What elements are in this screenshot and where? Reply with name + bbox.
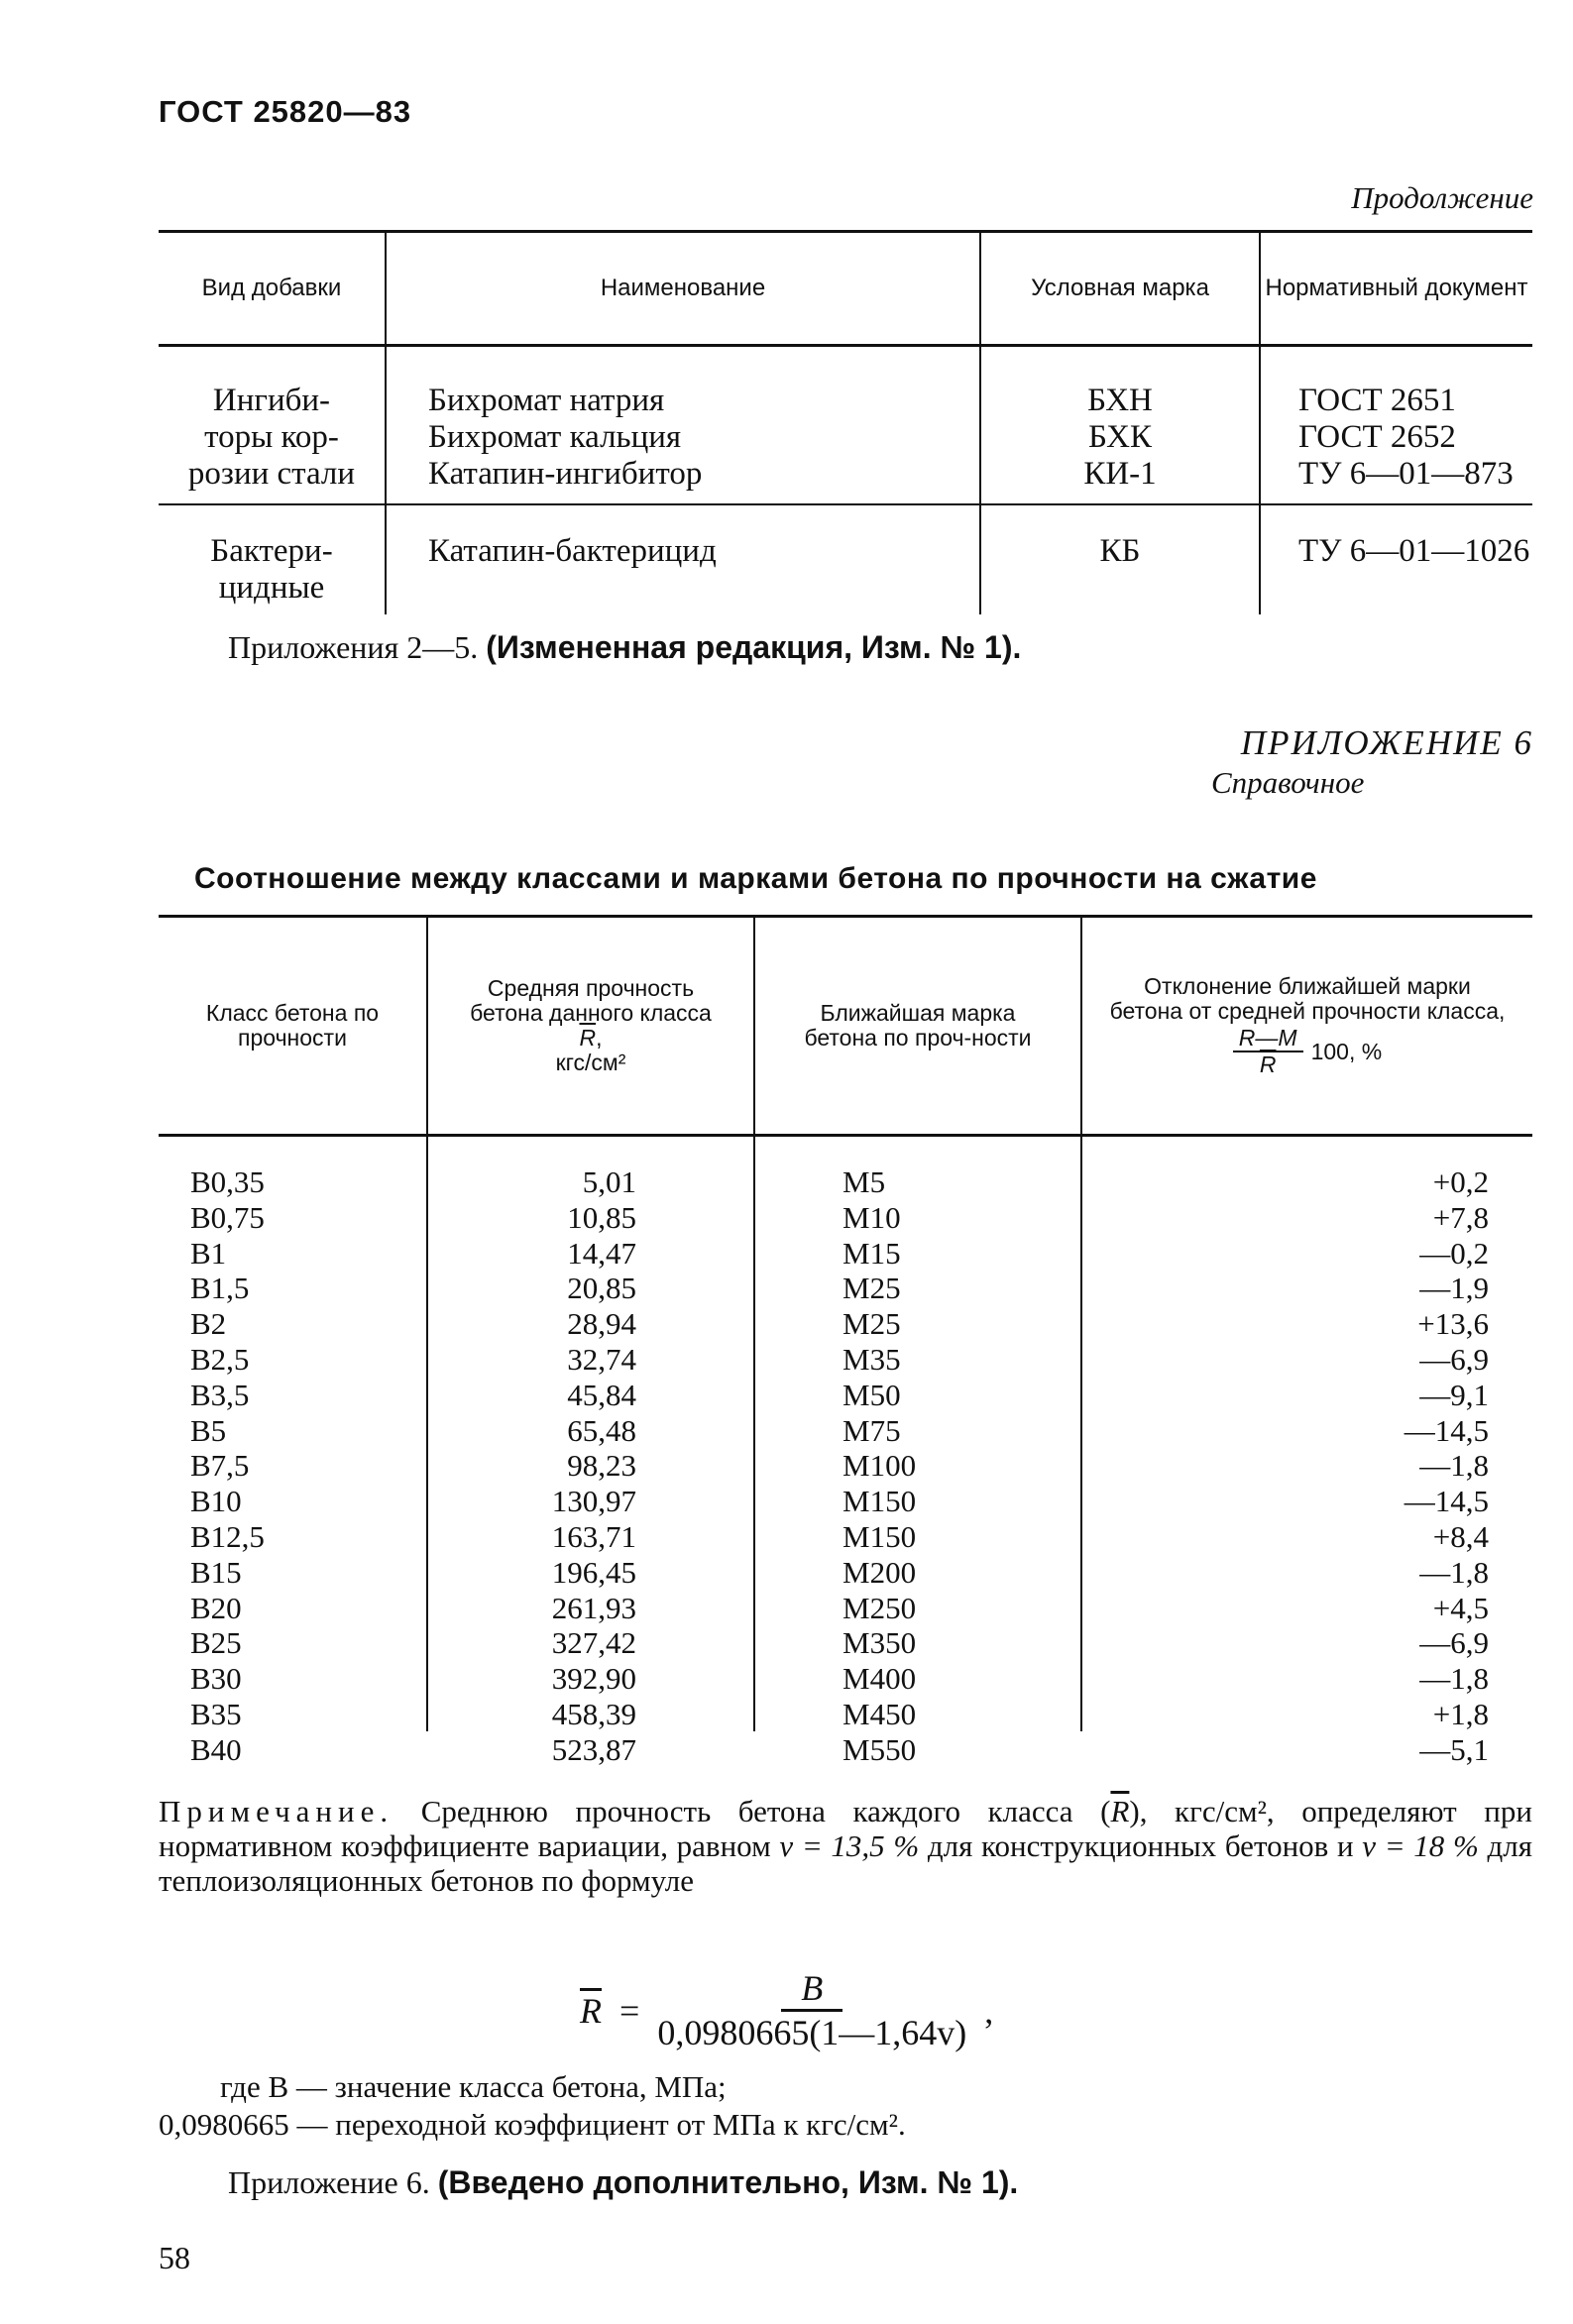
cell-mark: M75 bbox=[843, 1412, 901, 1448]
cell-mark: M10 bbox=[843, 1199, 901, 1235]
cell-mark: M400 bbox=[843, 1661, 917, 1697]
cell-deviation: +0,2 bbox=[1432, 1164, 1489, 1199]
cell-class: B2 bbox=[190, 1306, 227, 1342]
cell-class: B0,35 bbox=[190, 1164, 265, 1199]
cell-class: B1,5 bbox=[190, 1271, 250, 1306]
cell-strength: 14,47 bbox=[567, 1235, 636, 1271]
cell-deviation: —1,8 bbox=[1419, 1661, 1489, 1697]
cell-mark: M35 bbox=[843, 1341, 901, 1377]
cell-deviation: —1,8 bbox=[1419, 1554, 1489, 1590]
cell-class: B5 bbox=[190, 1412, 227, 1448]
cell-mark: M150 bbox=[843, 1484, 917, 1519]
cell-class: B1 bbox=[190, 1235, 227, 1271]
deviation-formula: $\frac{R—M}{R}$ 100, % bbox=[1233, 1026, 1382, 1077]
additives-table-header bbox=[159, 233, 1532, 347]
cell-mark: M100 bbox=[843, 1448, 917, 1484]
cell-deviation: +8,4 bbox=[1432, 1518, 1489, 1554]
cell-class: B35 bbox=[190, 1696, 242, 1731]
cell-deviation: —5,1 bbox=[1419, 1731, 1489, 1767]
cell-mark: M550 bbox=[843, 1731, 917, 1767]
note-appendix-6: Приложение 6. (Введено дополнительно, Изм. № 1). bbox=[228, 2164, 1019, 2200]
appendix-title: ПРИЛОЖЕНИЕ 6 bbox=[1240, 723, 1533, 762]
cell-strength: 28,94 bbox=[567, 1306, 636, 1342]
group-marks: КБ bbox=[1099, 533, 1141, 569]
group-marks: БХН БХК КИ-1 bbox=[1083, 383, 1157, 492]
cell-deviation: +1,8 bbox=[1432, 1696, 1489, 1731]
column-deviation bbox=[1082, 1164, 1489, 1768]
cell-mark: M350 bbox=[843, 1625, 917, 1661]
cell-deviation: —0,2 bbox=[1419, 1235, 1489, 1271]
cell-strength: 45,84 bbox=[567, 1377, 636, 1412]
cell-deviation: —1,9 bbox=[1419, 1271, 1489, 1306]
header-name: Наименование bbox=[600, 275, 766, 301]
cell-deviation: +4,5 bbox=[1432, 1590, 1489, 1625]
where-line-1: где B — значение класса бетона, МПа; bbox=[220, 2069, 727, 2104]
group-type: Ингиби- торы кор- розии стали bbox=[187, 383, 356, 492]
concrete-classes-table bbox=[159, 915, 1532, 1767]
cell-strength: 98,23 bbox=[567, 1448, 636, 1484]
cell-class: B2,5 bbox=[190, 1341, 250, 1377]
cell-strength: 327,42 bbox=[551, 1625, 636, 1661]
table-title: Соотношение между классами и марками бетона по прочности на сжатие bbox=[194, 862, 1317, 895]
cell-class: B7,5 bbox=[190, 1448, 250, 1484]
additives-group-bactericides bbox=[159, 505, 1532, 614]
additives-table bbox=[159, 230, 1532, 614]
cell-class: B3,5 bbox=[190, 1377, 250, 1412]
cell-mark: M250 bbox=[843, 1590, 917, 1625]
cell-class: B15 bbox=[190, 1554, 242, 1590]
cell-deviation: +13,6 bbox=[1417, 1306, 1489, 1342]
additives-group-inhibitors bbox=[159, 347, 1532, 505]
cell-deviation: —1,8 bbox=[1419, 1448, 1489, 1484]
cell-strength: 65,48 bbox=[567, 1412, 636, 1448]
cell-deviation: —9,1 bbox=[1419, 1377, 1489, 1412]
cell-mark: M5 bbox=[843, 1164, 886, 1199]
cell-deviation: +7,8 bbox=[1432, 1199, 1489, 1235]
continuation-label: Продолжение bbox=[1351, 180, 1533, 215]
cell-deviation: —14,5 bbox=[1404, 1412, 1489, 1448]
header-nearest-mark: Ближайшая марка бетона по проч-ности bbox=[804, 1000, 1032, 1051]
header-mean-strength: Средняя прочность бетона данного класса $\overline{R}$, кгс/см² bbox=[470, 975, 712, 1075]
group-docs: ТУ 6—01—1026 bbox=[1298, 533, 1530, 569]
cell-strength: 163,71 bbox=[551, 1518, 636, 1554]
cell-strength: 5,01 bbox=[582, 1164, 636, 1199]
header-deviation: Отклонение ближайшей марки бетона от средней прочности класса, $\frac{R—M}{R}$ 100, % bbox=[1109, 973, 1506, 1077]
appendix-subtitle: Справочное bbox=[1211, 765, 1365, 800]
cell-strength: 458,39 bbox=[551, 1696, 636, 1731]
document-code: ГОСТ 25820—83 bbox=[159, 94, 412, 129]
group-docs: ГОСТ 2651 ГОСТ 2652 ТУ 6—01—873 bbox=[1298, 383, 1514, 492]
cell-deviation: —6,9 bbox=[1419, 1341, 1489, 1377]
cell-strength: 196,45 bbox=[551, 1554, 636, 1590]
cell-strength: 261,93 bbox=[551, 1590, 636, 1625]
concrete-table-header bbox=[159, 918, 1532, 1137]
column-class bbox=[190, 1164, 265, 1768]
cell-strength: 32,74 bbox=[567, 1341, 636, 1377]
header-additive-type: Вид добавки bbox=[201, 275, 342, 301]
cell-strength: 20,85 bbox=[567, 1271, 636, 1306]
cell-mark: M25 bbox=[843, 1306, 901, 1342]
note-mean-strength: Примечание. Среднюю прочность бетона каждого класса $(\overline{R})$, кгс/см², определяют при нормативном коэффициенте вариации, равном v = 13,5 % для конструкционных бетонов и v = 18 % для теплоизоляционных бетонов по формуле bbox=[159, 1794, 1533, 1898]
column-strength bbox=[428, 1164, 636, 1768]
header-class: Класс бетона по прочности bbox=[205, 1000, 380, 1051]
cell-class: B12,5 bbox=[190, 1518, 265, 1554]
cell-mark: M25 bbox=[843, 1271, 901, 1306]
cell-mark: M200 bbox=[843, 1554, 917, 1590]
cell-strength: 392,90 bbox=[551, 1661, 636, 1697]
page-number: 58 bbox=[159, 2240, 190, 2275]
where-line-2: 0,0980665 — переходной коэффициент от МПа к кгс/см². bbox=[159, 2107, 906, 2142]
cell-class: B20 bbox=[190, 1590, 242, 1625]
cell-deviation: —6,9 bbox=[1419, 1625, 1489, 1661]
header-mark: Условная марка bbox=[1031, 275, 1209, 301]
cell-class: B30 bbox=[190, 1661, 242, 1697]
header-doc: Нормативный документ bbox=[1265, 275, 1528, 301]
cell-mark: M15 bbox=[843, 1235, 901, 1271]
group-names: Бихромат натрия Бихромат кальция Катапин-ингибитор bbox=[428, 383, 703, 492]
cell-mark: M450 bbox=[843, 1696, 917, 1731]
group-names: Катапин-бактерицид bbox=[428, 533, 717, 569]
cell-strength: 523,87 bbox=[551, 1731, 636, 1767]
cell-class: B40 bbox=[190, 1731, 242, 1767]
mean-strength-formula: $\overline{R}$ = $\frac{B}{0,0980665(1—1,64v)}$ , bbox=[580, 1968, 994, 2052]
cell-mark: M50 bbox=[843, 1377, 901, 1412]
note-appendices-2-5: Приложения 2—5. (Измененная редакция, Изм. № 1). bbox=[228, 629, 1022, 665]
group-type: Бактери- цидные bbox=[210, 533, 333, 606]
cell-class: B10 bbox=[190, 1484, 242, 1519]
concrete-table-body bbox=[159, 1137, 1532, 1767]
cell-deviation: —14,5 bbox=[1404, 1484, 1489, 1519]
cell-class: B0,75 bbox=[190, 1199, 265, 1235]
column-mark bbox=[843, 1164, 916, 1768]
cell-class: B25 bbox=[190, 1625, 242, 1661]
cell-mark: M150 bbox=[843, 1518, 917, 1554]
cell-strength: 10,85 bbox=[567, 1199, 636, 1235]
cell-strength: 130,97 bbox=[551, 1484, 636, 1519]
